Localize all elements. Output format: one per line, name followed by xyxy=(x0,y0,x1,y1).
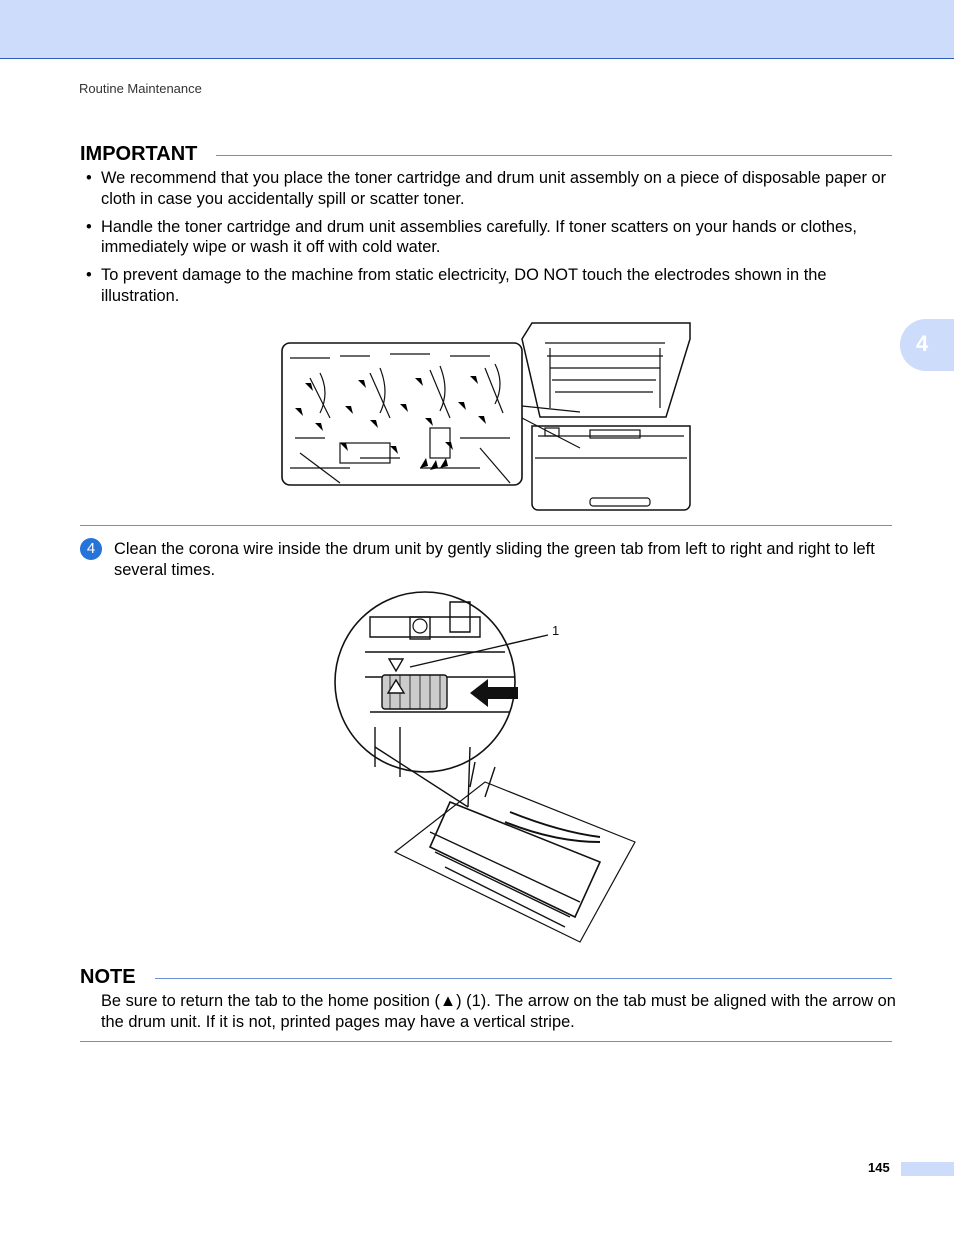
important-heading: IMPORTANT xyxy=(80,143,198,165)
chapter-number: 4 xyxy=(916,331,929,356)
important-list xyxy=(84,168,894,314)
section-divider xyxy=(80,525,892,526)
note-heading-rule xyxy=(155,978,892,979)
running-head: Routine Maintenance xyxy=(79,81,202,96)
header-band xyxy=(0,0,954,59)
chapter-tab xyxy=(900,319,954,371)
callout-label: 1 xyxy=(552,623,560,638)
footer-band xyxy=(901,1162,954,1176)
important-heading-rule xyxy=(216,155,892,156)
note-body: Be sure to return the tab to the home position (▲) (1). The arrow on the tab must be aligned with the arrow on the drum unit. If it is not, printed pages may have a vertical stripe. xyxy=(101,992,896,1031)
electrodes-illustration xyxy=(280,318,695,514)
list-item: • Handle the toner cartridge and drum unit assemblies carefully. If toner scatters on your hands or clothes, immediately wipe or wash it off with cold water. xyxy=(86,217,857,256)
step-instruction: Clean the corona wire inside the drum unit by gently sliding the green tab from left to right and right to left several times. xyxy=(114,540,875,579)
page-number: 145 xyxy=(868,1160,890,1175)
note-bottom-rule xyxy=(80,1041,892,1042)
list-item: • To prevent damage to the machine from static electricity, DO NOT touch the electrodes shown in the illustration. xyxy=(86,266,827,305)
list-item: • We recommend that you place the toner cartridge and drum unit assembly on a piece of disposable paper or cloth in case you accidentally spill or scatter toner. xyxy=(86,169,887,208)
step-number-badge: 4 xyxy=(80,538,102,560)
drum-unit-illustration xyxy=(330,587,642,955)
note-heading: NOTE xyxy=(80,966,136,988)
